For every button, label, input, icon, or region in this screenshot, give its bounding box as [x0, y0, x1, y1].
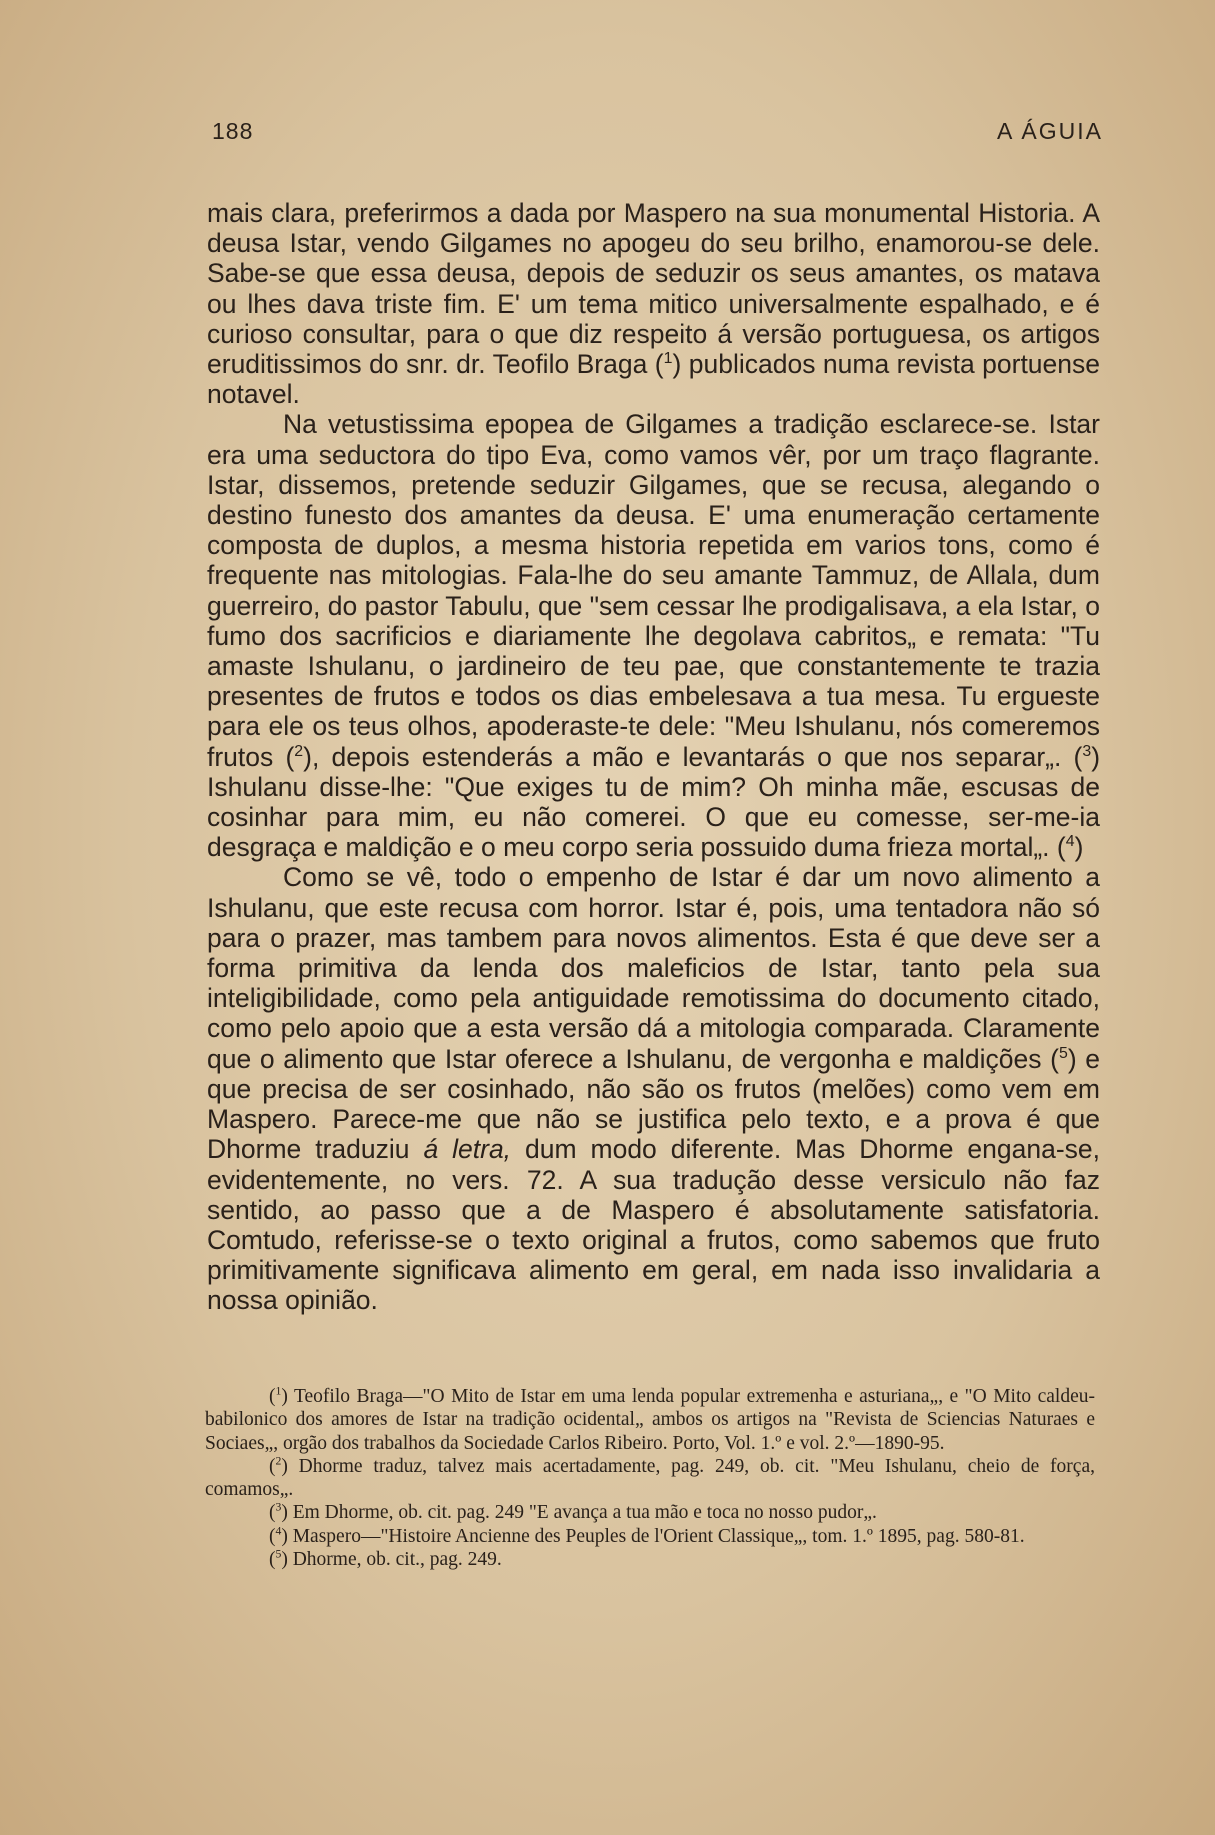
footnote-4-number: 4 — [275, 1524, 282, 1538]
footnote-ref-5: 5 — [1058, 1044, 1068, 1062]
paragraph-3-text-b: e que precisa de ser cosinhado, não são os frutos (melões) como vem em Maspero. Parece-me que não se justifica pelo texto, e a prova é que Dhorme traduziu — [207, 1043, 1101, 1165]
paragraph-3-text-a: Como se vê, todo o empenho de Istar é dar um novo alimento a Ishulanu, que este recusa com horror. Istar é, pois, uma tentadora não só para o prazer, mas tambem para novos alimentos. Esta é que deve ser a forma primitiva da lenda dos maleficios de Istar, tanto pela sua inteligibilidade, como pela antiguidade remotissima do documento citado, como pelo apoio que a esta versão dá a mitologia comparada. Claramente que o alimento que Istar oferece a Ishulanu, de vergonha e maldições — [207, 862, 1100, 1074]
footnote-1-number: 1 — [275, 1384, 282, 1398]
footnote-2-text: Dhorme traduz, talvez mais acertadamente, pag. 249, ob. cit. "Meu Ishulanu, cheio de força, comamos„. — [205, 1455, 1095, 1501]
footnote-4-text: Maspero—"Histoire Ancienne des Peuples de l'Orient Classique„, tom. 1.º 1895, pag. 580-81. — [292, 1525, 1025, 1547]
footnote-4: ($^4$) Maspero—"Histoire Ancienne des Peuples de l'Orient Classique„, tom. 1.º 1895, pag. 580-81. — [269, 1524, 1025, 1547]
paragraph-2: Na vetustissima epopea de Gilgames a tradição esclarece-se. Istar era uma seductora do tipo Eva, como vamos vêr, por um traço flagrante. Istar, dissemos, pretende seduzir Gilgames, que se recusa, alegando o destino funesto dos amantes da deusa. E' uma enumeração certamente composta de duplos, a mesma historia repetida em varios tons, como é frequente nas mitologias. Fala-lhe do seu amante Tammuz, de Allala, dum guerreiro, do pastor Tabulu, que "sem cessar lhe prodigalisava, a ela Istar, o fumo dos sacrificios e diariamente lhe degolava cabritos„ e remata: "Tu amaste Ishulanu, o jardineiro de teu pae, que constantemente te trazia presentes de frutos e todos os dias embelesava a tua mesa. Tu ergueste para ele os teus olhos, apoderaste-te dele: "Meu Ishulanu, nós comeremos frutos ($^2$), depois estenderás a mão e levantarás o que nos separar„. ($^3$) Ishulanu disse-lhe: "Que exiges tu de mim? Oh minha mãe, escusas de cosinhar para mim, eu não comerei. O que eu comesse, ser-me-ia desgraça e maldição e o meu corpo seria possuido duma frieza mortal„. ($^4$) — [207, 409, 1101, 863]
footnote-3-text: Em Dhorme, ob. cit. pag. 249 "E avança a tua mão e toca no nosso pudor„. — [292, 1502, 877, 1524]
page-header — [212, 118, 1103, 148]
footnote-1: ($^1$) Teofilo Braga—"O Mito de Istar em uma lenda popular extremenha e asturiana„, e "O Mito caldeu-babilonico dos amores de Istar na tradição ocidental„ ambos os artigos na "Revista de Sciencias Naturaes e Sociaes„, orgão dos trabalhos da Sociedade Carlos Ribeiro. Porto, Vol. 1.º e vol. 2.º—1890-95. — [205, 1384, 1095, 1454]
footnote-2: ($^2$) Dhorme traduz, talvez mais acertadamente, pag. 249, ob. cit. "Meu Ishulanu, cheio de força, comamos„. — [205, 1454, 1095, 1501]
paragraph-1: mais clara, preferirmos a dada por Maspero na sua monumental Historia. A deusa Istar, vendo Gilgames no apogeu do seu brilho, enamorou-se dele. Sabe-se que essa deusa, depois de seduzir os seus amantes, os matava ou lhes dava triste fim. E' um tema mitico universalmente espalhado, e é curioso consultar, para o que diz respeito á versão portuguesa, os artigos eruditissimos do snr. dr. Teofilo Braga ($^1$) publicados numa revista portuense notavel. — [207, 198, 1101, 410]
footnote-ref-4: 4 — [1065, 833, 1075, 851]
footnote-5-number: 5 — [275, 1547, 282, 1561]
footnote-ref-3: 3 — [1082, 742, 1092, 760]
footnote-5: ($^5$) Dhorme, ob. cit., pag. 249. — [269, 1547, 502, 1571]
footnote-3-number: 3 — [275, 1500, 282, 1514]
footnotes — [205, 1385, 1095, 1571]
footnote-ref-2: 2 — [294, 742, 304, 760]
paragraph-3: Como se vê, todo o empenho de Istar é dar um novo alimento a Ishulanu, que este recusa com horror. Istar é, pois, uma tentadora não só para o prazer, mas tambem para novos alimentos. Esta é que deve ser a forma primitiva da lenda dos maleficios de Istar, tanto pela sua inteligibilidade, como pela antiguidade remotissima do documento citado, como pelo apoio que a esta versão dá a mitologia comparada. Claramente que o alimento que Istar oferece a Ishulanu, de vergonha e maldições ($^5$) e que precisa de ser cosinhado, não são os frutos (melões) como vem em Maspero. Parece-me que não se justifica pelo texto, e a prova é que Dhorme traduziu á letra, dum modo diferente. Mas Dhorme engana-se, evidentemente, no vers. 72. A sua tradução desse versiculo não faz sentido, ao passo que a de Maspero é absolutamente satisfatoria. Comtudo, referisse-se o texto original a frutos, como sabemos que fruto primitivamente significava alimento em geral, em nada isso invalidaria a nossa opinião. — [207, 862, 1101, 1316]
main-text — [207, 198, 1100, 1316]
paragraph-1-text: mais clara, preferirmos a dada por Maspero na sua monumental Historia. A deusa Istar, vendo Gilgames no apogeu do seu brilho, enamorou-se dele. Sabe-se que essa deusa, depois de seduzir os seus amantes, os matava ou lhes dava triste fim. E' um tema mitico universalmente espalhado, e é curioso consultar, para o que diz respeito á versão portuguesa, os artigos eruditissimos do snr. dr. Teofilo Braga — [207, 198, 1100, 380]
paragraph-3-text-c: dum modo diferente. Mas Dhorme engana-se, evidentemente, no vers. 72. A sua tradução desse versiculo não faz sentido, ao passo que a de Maspero é absolutamente satisfatoria. Comtudo, referisse-se o texto original a frutos, como sabemos que fruto primitivamente significava alimento em geral, em nada isso invalidaria a nossa opinião. — [207, 1134, 1100, 1316]
paragraph-2-text-b: , depois estenderás a mão e levantarás o que nos separar„. — [311, 741, 1062, 772]
footnote-1-text: Teofilo Braga—"O Mito de Istar em uma lenda popular extremenha e asturiana„, e "O Mito caldeu-babilonico dos amores de Istar na tradição ocidental„ ambos os artigos na "Revista de Sciencias Naturaes e Sociaes„, orgão dos trabalhos da Sociedade Carlos Ribeiro. Porto, Vol. 1.º e vol. 2.º—1890-95. — [205, 1386, 1095, 1454]
italic-phrase: á letra, — [423, 1134, 512, 1165]
paragraph-2-text-a: Na vetustissima epopea de Gilgames a tradição esclarece-se. Istar era uma seductora do tipo Eva, como vamos vêr, por um traço flagrante. Istar, dissemos, pretende seduzir Gilgames, que se recusa, alegando o destino funesto dos amantes da deusa. E' uma enumeração certamente composta de duplos, a mesma historia repetida em varios tons, como é frequente nas mitologias. Fala-lhe do seu amante Tammuz, de Allala, dum guerreiro, do pastor Tabulu, que "sem cessar lhe prodigalisava, a ela Istar, o fumo dos sacrificios e diariamente lhe degolava cabritos„ e remata: "Tu amaste Ishulanu, o jardineiro de teu pae, que constantemente te trazia presentes de frutos e todos os dias embelesava a tua mesa. Tu ergueste para ele os teus olhos, apoderaste-te dele: "Meu Ishulanu, nós comeremos frutos — [207, 409, 1100, 772]
paragraph-2-text-c: Ishulanu disse-lhe: "Que exiges tu de mim? Oh minha mãe, escusas de cosinhar para mim, eu não comerei. O que eu comesse, ser-me-ia desgraça e maldição e o meu corpo seria possuido duma frieza mortal„. — [207, 771, 1100, 863]
page-number: 188 — [212, 118, 254, 144]
footnote-3: ($^3$) Em Dhorme, ob. cit. pag. 249 "E avança a tua mão e toca no nosso pudor„. — [269, 1500, 877, 1524]
paragraph-1-end: publicados numa revista portuense notavel. — [207, 349, 1101, 410]
footnote-ref-1: 1 — [663, 350, 673, 368]
footnote-5-text: Dhorme, ob. cit., pag. 249. — [292, 1549, 502, 1571]
footnote-2-number: 2 — [275, 1454, 282, 1468]
running-head: A ÁGUIA — [996, 118, 1103, 144]
